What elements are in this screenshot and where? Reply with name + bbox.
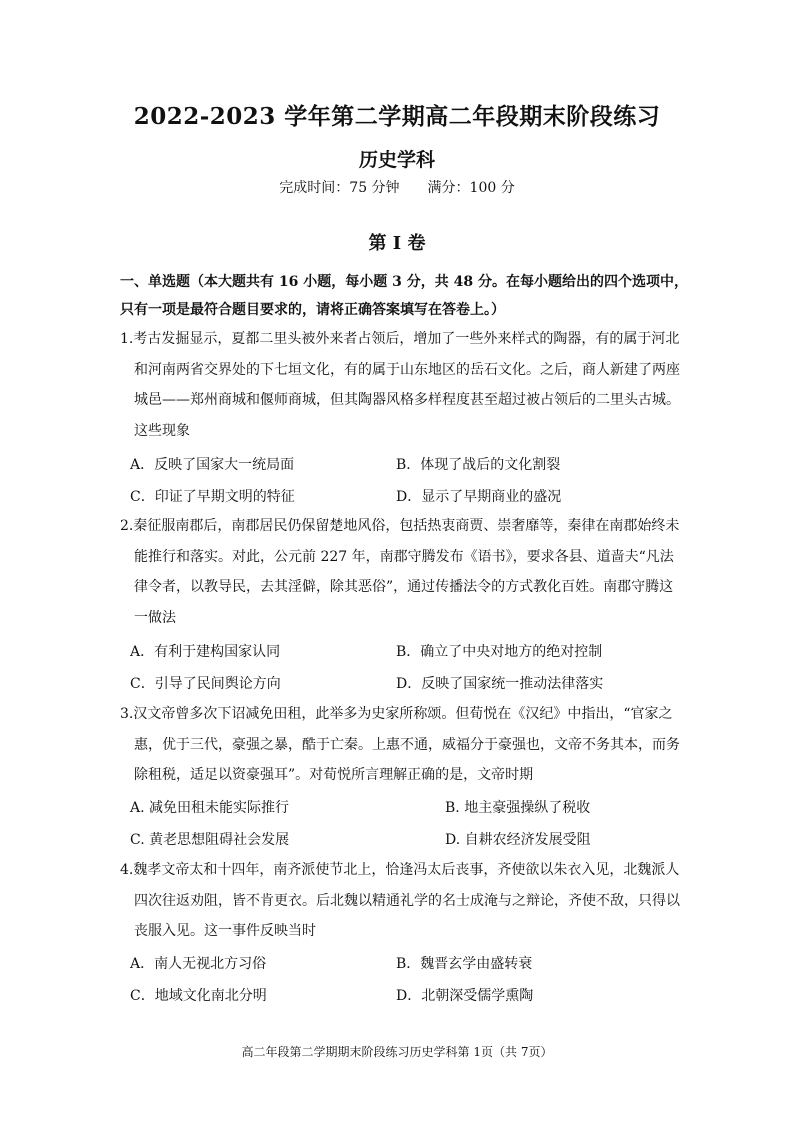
section-instruction	[120, 268, 690, 324]
option-b: B．确立了中央对地方的绝对控制	[396, 644, 603, 660]
option-row	[130, 792, 690, 824]
page-footer: 高二年段第二学期期末阶段练习历史学科第 1页（共 7页）	[241, 1045, 553, 1059]
stem-line: 惠，优于三代，豪强之暴，酷于亡秦。上惠不通，威福分于豪强也，文帝不务其本，而务	[134, 736, 680, 753]
option-row	[130, 668, 690, 700]
option-row	[130, 636, 690, 668]
stem-line: 丧服入见。这一事件反映当时	[134, 923, 316, 939]
question-4-options	[130, 948, 690, 1012]
stem-line: 除租税，适足以资豪强耳”。对荀悦所言理解正确的是，文帝时期	[134, 767, 534, 783]
option-c: C．引导了民间舆论方向	[130, 676, 281, 692]
stem-line: 和河南两省交界处的下七垣文化，有的属于山东地区的岳石文化。之后，商人新建了两座	[134, 361, 680, 378]
option-b: B. 地主豪强操纵了税收	[445, 800, 591, 816]
volume-heading: 第 Ⅰ 卷	[368, 233, 426, 254]
question-1-options	[130, 449, 690, 513]
option-b: B．体现了战后的文化割裂	[396, 457, 561, 473]
option-a: A. 减免田租未能实际推行	[130, 800, 290, 816]
exam-title: 2022-2023 学年第二学期高二年段期末阶段练习	[133, 103, 661, 130]
stem-line: 1.考古发掘显示，夏都二里头被外来者占领后，增加了一些外来样式的陶器，有的属于河北	[120, 331, 680, 347]
option-a: A．反映了国家大一统局面	[130, 457, 295, 473]
question-2-options	[130, 636, 690, 700]
option-row	[130, 449, 690, 481]
stem-line: 能推行和落实。对此，公元前 227 年，南郡守腾发布《语书》，要求各县、道啬夫“凡法	[134, 548, 674, 565]
option-c: C．地域文化南北分明	[130, 988, 267, 1004]
stem-line: 四次往返劝阻，皆不肯更衣。后北魏以精通礼学的名士成淹与之辩论，齐使不敌，只得以	[134, 892, 680, 909]
stem-line: 这些现象	[134, 422, 190, 439]
option-row	[130, 980, 690, 1012]
question-4-stem	[120, 855, 690, 947]
option-c: C．印证了早期文明的特征	[130, 489, 295, 505]
option-d: D．反映了国家统一推动法律落实	[396, 676, 604, 692]
option-row	[130, 481, 690, 513]
exam-time: 完成时间：75 分钟	[279, 180, 400, 196]
option-c: C. 黄老思想阻碍社会发展	[130, 832, 290, 848]
question-2-stem	[120, 511, 690, 633]
question-3-options	[130, 792, 690, 856]
option-d: D．北朝深受儒学熏陶	[396, 988, 534, 1004]
instruction-line: 只有一项是最符合题目要求的，请将正确答案填写在答卷上。）	[120, 302, 505, 318]
option-a: A．有利于建构国家认同	[130, 644, 281, 660]
question-1-stem	[120, 324, 690, 446]
exam-meta	[0, 177, 794, 197]
question-3-stem	[120, 699, 690, 791]
exam-score: 满分：100 分	[427, 180, 515, 196]
instruction-line: 一、单选题（本大题共有 16 小题，每小题 3 分，共 48 分。在每小题给出的四个选项中，	[120, 274, 688, 290]
option-d: D．显示了早期商业的盛况	[396, 489, 562, 505]
option-b: B．魏晋玄学由盛转衰	[396, 956, 533, 972]
stem-line: 律令者，以教导民，去其淫僻，除其恶俗”，通过传播法令的方式教化百姓。南郡守腾这	[134, 579, 674, 595]
option-d: D. 自耕农经济发展受阻	[445, 832, 591, 848]
stem-line: 3.汉文帝曾多次下诏减免田租，此举多为史家所称颂。但荀悦在《汉纪》中指出，“官家之	[120, 706, 673, 722]
stem-line: 2.秦征服南郡后，南郡居民仍保留楚地风俗，包括热衷商贾、崇奢靡等，秦律在南郡始终未	[120, 518, 680, 534]
option-row	[130, 948, 690, 980]
option-row	[130, 824, 690, 856]
stem-line: 一做法	[134, 609, 176, 626]
stem-line: 城邑——郑州商城和偃师商城，但其陶器风格多样程度甚至超过被占领后的二里头古城。	[134, 392, 680, 408]
stem-line: 4.魏孝文帝太和十四年，南齐派使节北上，恰逢冯太后丧事，齐使欲以朱衣入见，北魏派人	[120, 862, 680, 878]
subject-title: 历史学科	[358, 149, 435, 171]
option-a: A．南人无视北方习俗	[130, 956, 267, 972]
